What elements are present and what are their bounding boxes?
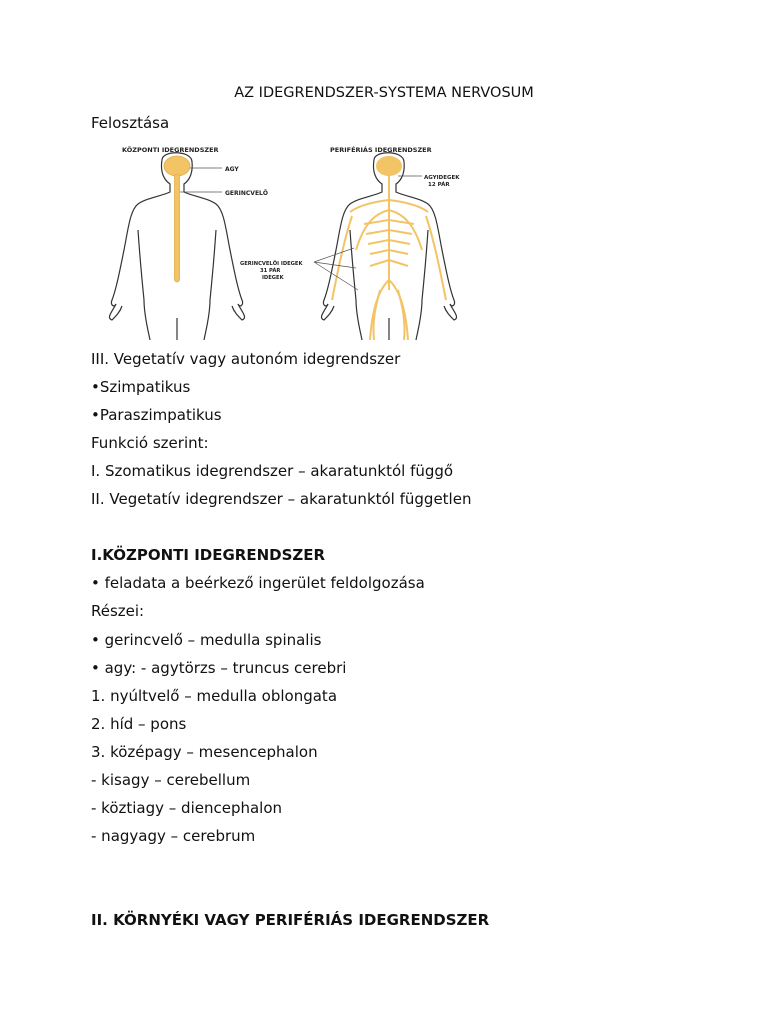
section1-line: 2. híd – pons (91, 715, 187, 733)
nervous-system-figure (92, 140, 464, 340)
section1-line: • feladata a beérkező ingerület feldolgozása (91, 574, 425, 592)
section1-line: - nagyagy – cerebrum (91, 827, 256, 845)
label-agyidegek: AGYIDEGEK (424, 175, 460, 181)
line-paraszimpatikus: •Paraszimpatikus (91, 406, 222, 424)
line-vegetativ: III. Vegetatív vagy autonóm idegrendszer (91, 350, 401, 368)
section1-line: - köztiagy – diencephalon (91, 799, 283, 817)
section2-heading: II. KÖRNYÉKI VAGY PERIFÉRIÁS IDEGRENDSZER (91, 911, 490, 929)
document-title: AZ IDEGRENDSZER-SYSTEMA NERVOSUM (234, 85, 534, 101)
line-funkcio: Funkció szerint: (91, 434, 209, 452)
section1-line: 3. középagy – mesencephalon (91, 743, 318, 761)
label-idegek: IDEGEK (262, 275, 284, 281)
line-vegetativ-fuggetlen: II. Vegetatív idegrendszer – akaratunktól független (91, 490, 472, 508)
section1-line: Részei: (91, 602, 145, 620)
label-31-par: 31 PÁR (260, 268, 281, 274)
right-panel-title: PERIFÉRIÁS IDEGRENDSZER (330, 146, 432, 154)
section1-line: 1. nyúltvelő – medulla oblongata (91, 687, 338, 705)
section1-line: • gerincvelő – medulla spinalis (91, 631, 322, 649)
section1-heading: I.KÖZPONTI IDEGRENDSZER (91, 546, 326, 564)
subtitle: Felosztása (91, 114, 170, 132)
section1-line: • agy: - agytörzs – truncus cerebri (91, 659, 347, 677)
line-szomatikus: I. Szomatikus idegrendszer – akaratunktól függő (91, 462, 454, 480)
label-gerincvelo: GERINCVELŐ (225, 190, 268, 197)
label-agy: AGY (225, 166, 239, 173)
label-gerincveloi-idegek: GERINCVELŐI IDEGEK (240, 261, 303, 267)
left-nerves (164, 156, 190, 282)
section1-line: - kisagy – cerebellum (91, 771, 251, 789)
left-panel-title: KÖZPONTI IDEGRENDSZER (122, 146, 219, 154)
line-szimpatikus: •Szimpatikus (91, 378, 191, 396)
label-12-par: 12 PÁR (428, 182, 450, 188)
